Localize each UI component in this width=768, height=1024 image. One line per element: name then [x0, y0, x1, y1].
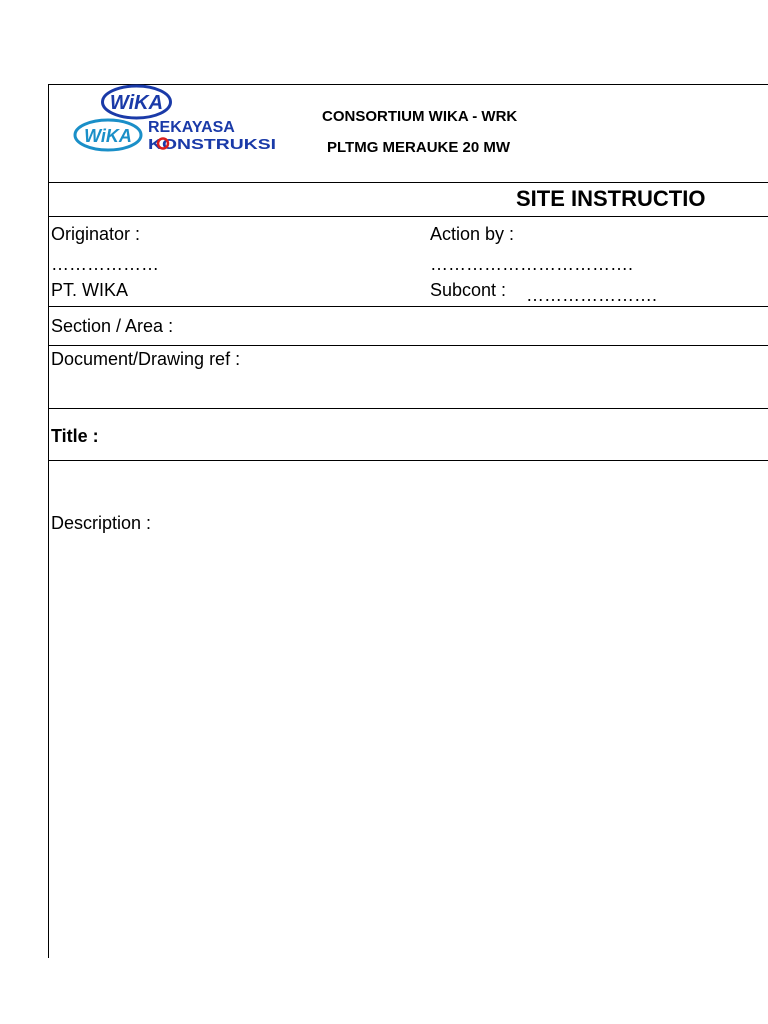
wika-logo-bottom-text: WiKA [84, 126, 132, 146]
rekayasa-konstruksi-logo [146, 117, 278, 153]
section-area-label: Section / Area : [51, 316, 174, 336]
logo-wordmark-line2: KONSTRUKSI [148, 136, 276, 153]
action-by-label: Action by : [430, 224, 515, 244]
wika-logo-small-icon [73, 118, 143, 152]
wika-logo-top-text: WiKA [109, 92, 164, 114]
action-by-field[interactable]: ……………………………. [430, 254, 634, 274]
project-name: PLTMG MERAUKE 20 MW [327, 139, 511, 156]
title-divider [49, 460, 768, 461]
docref-divider [49, 408, 768, 409]
logo-wordmark-line1: REKAYASA [148, 119, 235, 136]
wika-logo-icon [100, 84, 173, 120]
document-drawing-ref-label: Document/Drawing ref : [51, 349, 241, 369]
subcont-label: Subcont : [430, 280, 507, 300]
consortium-name: CONSORTIUM WIKA - WRK [322, 108, 518, 125]
document-title: SITE INSTRUCTIO [516, 186, 706, 211]
description-label: Description : [51, 513, 152, 533]
title-label: Title : [51, 426, 99, 446]
title-band-divider [49, 216, 768, 217]
section-divider [49, 345, 768, 346]
header-divider [49, 182, 768, 183]
subcont-field[interactable]: …………………. [526, 285, 658, 305]
originator-label: Originator : [51, 224, 141, 244]
originator-divider [49, 306, 768, 307]
originator-company: PT. WIKA [51, 280, 129, 300]
originator-field[interactable]: ……………… [51, 254, 159, 274]
